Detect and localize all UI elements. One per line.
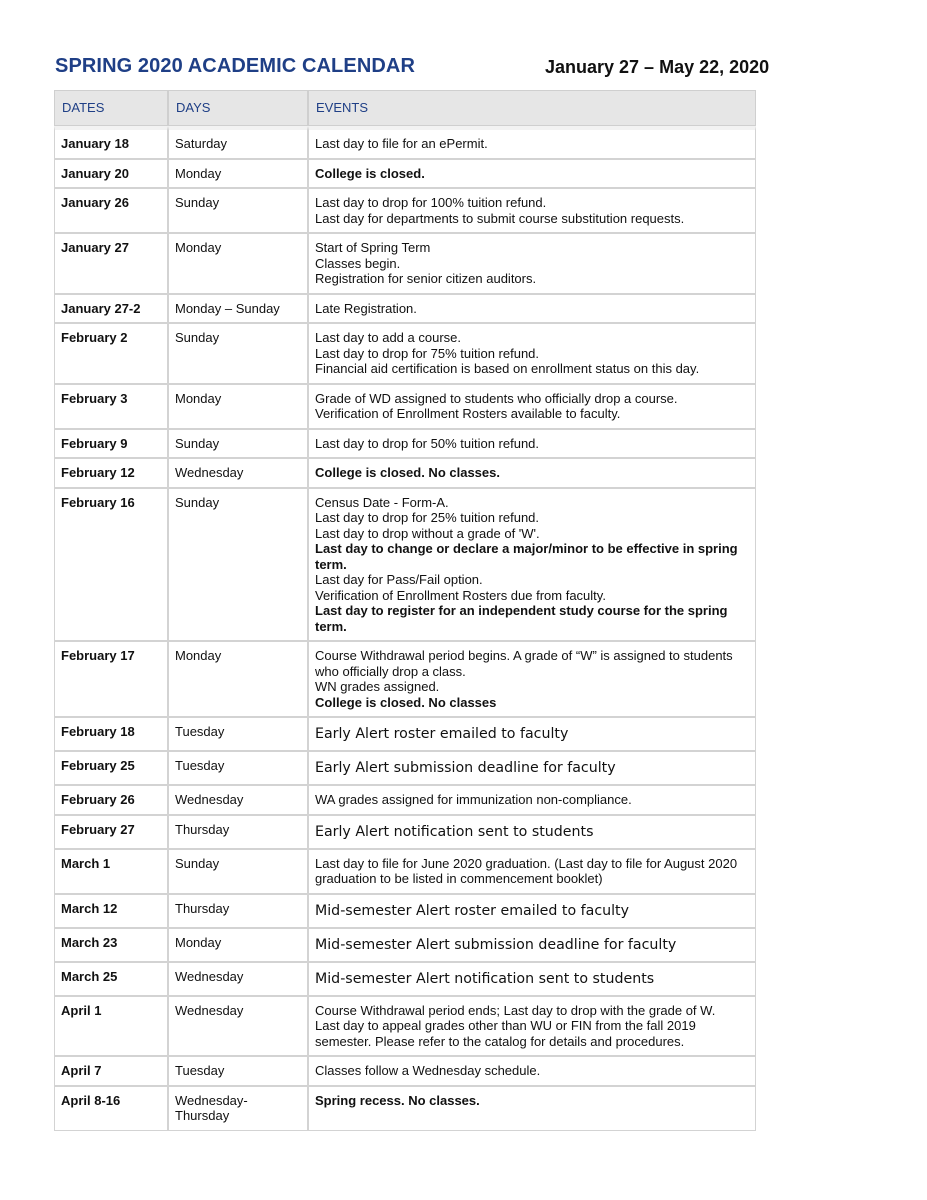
row-date: March 25 <box>54 962 168 996</box>
table-row <box>54 488 756 642</box>
row-events <box>308 188 756 233</box>
column-header-events: EVENTS <box>308 90 756 126</box>
table-row <box>54 126 756 159</box>
event-line: Last day to file for an ePermit. <box>315 136 488 151</box>
row-events <box>308 159 756 189</box>
row-date: February 3 <box>54 384 168 429</box>
row-date: March 12 <box>54 894 168 928</box>
row-date: April 1 <box>54 996 168 1057</box>
event-line: Mid-semester Alert notification sent to students <box>315 970 655 987</box>
row-date: February 16 <box>54 488 168 642</box>
row-day: Monday <box>168 928 308 962</box>
table-row <box>54 928 756 962</box>
event-line: Course Withdrawal period begins. A grade of “W” is assigned to students who officially drop a class. <box>315 648 733 679</box>
row-events <box>308 458 756 488</box>
table-row <box>54 159 756 189</box>
table-row <box>54 188 756 233</box>
event-line: Last day to drop for 100% tuition refund. <box>315 195 547 210</box>
event-line: Registration for senior citizen auditors. <box>315 271 537 286</box>
row-day: Sunday <box>168 849 308 894</box>
event-line: Verification of Enrollment Rosters due from faculty. <box>315 587 606 603</box>
table-row <box>54 785 756 815</box>
event-line: Early Alert submission deadline for faculty <box>315 760 616 776</box>
row-events <box>308 384 756 429</box>
event-line: Last day to change or declare a major/minor to be effective in spring term. <box>315 541 738 572</box>
row-events <box>308 785 756 815</box>
table-row <box>54 1086 756 1131</box>
row-day: Wednesday <box>168 962 308 996</box>
row-events <box>308 962 756 996</box>
table-row <box>54 294 756 324</box>
event-line: Late Registration. <box>315 300 417 316</box>
row-events <box>308 641 756 717</box>
row-date: April 8-16 <box>54 1086 168 1131</box>
table-row <box>54 429 756 459</box>
row-date: January 27-2 <box>54 294 168 324</box>
row-events <box>308 1086 756 1131</box>
table-row <box>54 641 756 717</box>
table-row <box>54 233 756 294</box>
date-range: January 27 – May 22, 2020 <box>545 57 770 77</box>
event-line: Start of Spring Term <box>315 240 431 255</box>
row-date: February 26 <box>54 785 168 815</box>
event-line: WA grades assigned for immunization non-compliance. <box>315 792 632 807</box>
row-date: February 2 <box>54 323 168 384</box>
row-events <box>308 488 756 642</box>
row-day: Sunday <box>168 429 308 459</box>
row-events <box>308 928 756 962</box>
row-date: January 27 <box>54 233 168 294</box>
row-day: Wednesday <box>168 785 308 815</box>
row-day: Tuesday <box>168 1056 308 1086</box>
event-line: Grade of WD assigned to students who officially drop a course. <box>315 390 678 406</box>
event-line: WN grades assigned. <box>315 679 440 694</box>
row-date: January 18 <box>54 126 168 159</box>
table-row <box>54 996 756 1057</box>
event-line: College is closed. No classes. <box>315 465 500 480</box>
row-day: Wednesday <box>168 996 308 1057</box>
header-row <box>54 90 756 126</box>
row-events <box>308 996 756 1057</box>
event-line: Last day to drop without a grade of 'W'. <box>315 525 540 541</box>
row-date: February 17 <box>54 641 168 717</box>
row-date: January 26 <box>54 188 168 233</box>
row-day: Sunday <box>168 323 308 384</box>
event-line: Last day to drop for 75% tuition refund. <box>315 345 540 361</box>
row-date: April 7 <box>54 1056 168 1086</box>
row-day: Sunday <box>168 188 308 233</box>
row-events <box>308 849 756 894</box>
event-line: Census Date - Form-A. <box>315 494 449 510</box>
row-date: February 18 <box>54 717 168 751</box>
table-row <box>54 815 756 849</box>
academic-calendar-table <box>54 90 756 1131</box>
event-line: College is closed. No classes <box>315 694 497 710</box>
event-line: Early Alert notification sent to students <box>315 823 594 840</box>
row-date: February 12 <box>54 458 168 488</box>
row-events <box>308 717 756 751</box>
row-date: March 23 <box>54 928 168 962</box>
event-line: Last day for departments to submit course substitution requests. <box>315 210 685 226</box>
row-day: Saturday <box>168 126 308 159</box>
event-line: Course Withdrawal period ends; Last day to drop with the grade of W. <box>315 1002 716 1018</box>
row-day: Monday – Sunday <box>168 294 308 324</box>
row-events <box>308 233 756 294</box>
event-line: Classes follow a Wednesday schedule. <box>315 1063 541 1078</box>
table-row <box>54 323 756 384</box>
table-row <box>54 384 756 429</box>
table-row <box>54 458 756 488</box>
row-date: February 27 <box>54 815 168 849</box>
event-line: Mid-semester Alert roster emailed to faculty <box>315 902 630 919</box>
row-day: Tuesday <box>168 751 308 785</box>
table-row <box>54 849 756 894</box>
row-day: Monday <box>168 641 308 717</box>
row-day: Monday <box>168 233 308 294</box>
event-line: Verification of Enrollment Rosters available to faculty. <box>315 406 621 421</box>
table-header <box>54 90 756 126</box>
table-row <box>54 751 756 785</box>
row-date: January 20 <box>54 159 168 189</box>
event-line: Classes begin. <box>315 255 401 271</box>
row-events <box>308 294 756 324</box>
row-day: Sunday <box>168 488 308 642</box>
row-events <box>308 126 756 159</box>
event-line: Financial aid certification is based on enrollment status on this day. <box>315 361 700 376</box>
row-events <box>308 429 756 459</box>
event-line: Last day to file for June 2020 graduation. (Last day to file for August 2020 graduation to be listed in commencement booklet) <box>315 855 738 886</box>
event-line: Mid-semester Alert submission deadline for faculty <box>315 936 677 953</box>
row-day: Thursday <box>168 815 308 849</box>
row-date: February 9 <box>54 429 168 459</box>
table-row <box>54 894 756 928</box>
row-day: Monday <box>168 384 308 429</box>
row-day: Thursday <box>168 894 308 928</box>
event-line: Early Alert roster emailed to faculty <box>315 726 569 742</box>
table-row <box>54 717 756 751</box>
event-line: Last day to drop for 50% tuition refund. <box>315 435 540 451</box>
table-row <box>54 962 756 996</box>
row-events <box>308 894 756 928</box>
event-line: Last day to add a course. <box>315 330 461 345</box>
row-events <box>308 815 756 849</box>
event-line: Last day to appeal grades other than WU or FIN from the fall 2019 semester. Please refer to the catalog for details and procedures. <box>315 1018 696 1049</box>
event-line: Last day to register for an independent study course for the spring term. <box>315 603 728 634</box>
table-body <box>54 126 756 1131</box>
page-title: SPRING 2020 ACADEMIC CALENDAR <box>55 55 415 77</box>
row-date: February 25 <box>54 751 168 785</box>
table-row <box>54 1056 756 1086</box>
row-events <box>308 323 756 384</box>
column-header-dates: DATES <box>54 90 168 126</box>
row-day: Monday <box>168 159 308 189</box>
row-events <box>308 751 756 785</box>
row-day: Tuesday <box>168 717 308 751</box>
row-day: Wednesday- Thursday <box>168 1086 308 1131</box>
column-header-days: DAYS <box>168 90 308 126</box>
row-day: Wednesday <box>168 458 308 488</box>
row-date: March 1 <box>54 849 168 894</box>
event-line: Last day to drop for 25% tuition refund. <box>315 510 540 525</box>
event-line: Spring recess. No classes. <box>315 1092 480 1108</box>
event-line: Last day for Pass/Fail option. <box>315 572 483 587</box>
event-line: College is closed. <box>315 165 425 181</box>
row-events <box>308 1056 756 1086</box>
